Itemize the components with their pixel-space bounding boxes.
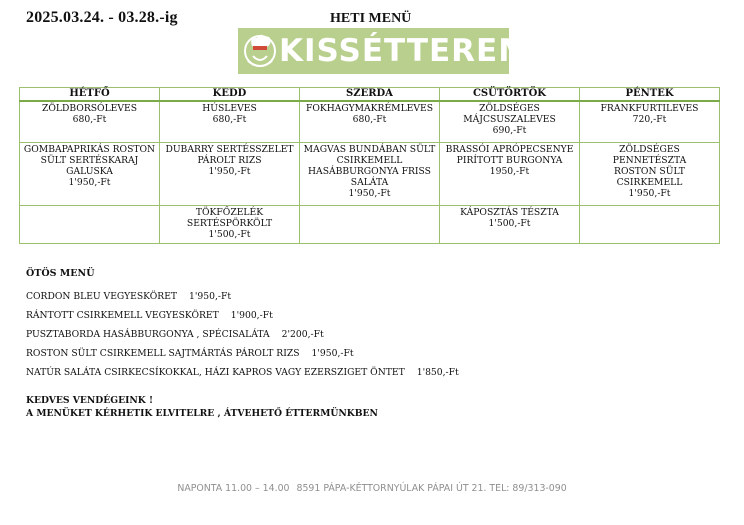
dish-price: 1'950,-Ft [189, 291, 232, 302]
menu-cell [160, 101, 300, 143]
list-item [26, 348, 459, 367]
day-header: KEDD [160, 88, 300, 102]
menu-cell-line: 680,-Ft [72, 114, 107, 125]
menu-cell [20, 143, 160, 205]
menu-cell-line: 690,-Ft [492, 125, 527, 136]
menu-cell [580, 205, 720, 243]
menu-cell-line: 1'950,-Ft [348, 188, 391, 200]
notice [26, 394, 378, 420]
menu-cell [580, 101, 720, 143]
restaurant-logo [238, 28, 531, 74]
menu-cell-line: 1'500,-Ft [488, 217, 531, 229]
otos-menu-list [26, 291, 459, 386]
menu-cell-line: PIRÍTOTT BURGONYA [456, 155, 563, 167]
menu-cell [20, 205, 160, 243]
menu-cell-line: SALÁTA [350, 177, 389, 189]
menu-cell [160, 143, 300, 205]
footer-contact [0, 483, 744, 494]
list-item [26, 329, 459, 348]
chef-hat-icon [238, 28, 282, 74]
menu-row [20, 101, 720, 143]
menu-cell-line: GALUSKA [66, 166, 113, 178]
menu-cell [580, 143, 720, 205]
menu-cell-line: 1'950,-Ft [208, 166, 251, 178]
dish-name: PUSZTABORDA HASÁBBURGONYA , SPÉCISALÁTA [26, 329, 270, 340]
dish-name: CORDON BLEU VEGYESKÖRET [26, 291, 178, 302]
weekly-menu-table [19, 87, 720, 244]
menu-row [20, 205, 720, 243]
menu-cell [440, 143, 580, 205]
date-range: 2025.03.24. - 03.28.-ig [26, 9, 178, 26]
menu-cell [440, 205, 580, 243]
menu-cell [300, 101, 440, 143]
menu-cell-line: 1'500,-Ft [208, 228, 251, 240]
menu-cell-line: ROSTON SÜLT CSIRKEMELL [614, 166, 685, 189]
day-header: HÉTFŐ [20, 88, 160, 102]
address-phone: 8591 PÁPA-KÉTTORNYÚLAK PÁPAI ÚT 21. TEL: 89/313-090 [296, 483, 567, 494]
day-header: CSÜTÖRTÖK [440, 88, 580, 102]
notice-greeting: KEDVES VENDÉGEINK ! [26, 395, 154, 406]
menu-cell [300, 205, 440, 243]
menu-row [20, 143, 720, 205]
menu-cell-line: MÁJCSUSZALEVES [463, 114, 556, 125]
menu-cell [160, 205, 300, 243]
menu-cell-line: BRASSÓI APRÓPECSENYE [445, 144, 574, 156]
otos-menu-title: ÖTÖS MENÜ [26, 268, 95, 279]
menu-cell-line: 1'950,-Ft [68, 177, 111, 189]
menu-cell-line: KÁPOSZTÁS TÉSZTA [460, 206, 559, 218]
dish-name: RÁNTOTT CSIRKEMELL VEGYESKÖRET [26, 310, 219, 321]
menu-cell-line: DUBARRY SERTÉSSZELET [165, 144, 294, 156]
dish-price: 1'850,-Ft [416, 367, 459, 378]
menu-cell-line: HÚSLEVES [202, 103, 257, 114]
menu-cell-line: ZÖLDSÉGES PENNETÉSZTA [612, 144, 687, 167]
notice-takeaway: A MENÜKET KÉRHETIK ELVITELRE , ÁTVEHETŐ ÉTTERMÜNKBEN [26, 408, 378, 419]
menu-cell-line: CSIRKEMELL [336, 155, 403, 167]
page-title: HETI MENÜ [330, 11, 412, 26]
menu-cell-line: 1'950,-Ft [628, 188, 671, 200]
menu-cell-line: FOKHAGYMAKRÉMLEVES [305, 103, 434, 114]
menu-cell-line: MAGVAS BUNDÁBAN SÜLT [303, 144, 436, 156]
opening-hours: NAPONTA 11.00 – 14.00 [177, 483, 290, 494]
menu-cell-line: PÁROLT RIZS [197, 155, 262, 167]
dish-name: ROSTON SÜLT CSIRKEMELL SAJTMÁRTÁS PÁROLT RIZS [26, 348, 300, 359]
menu-cell-line: SERTÉSPÖRKÖLT [186, 217, 273, 229]
menu-cell-line: TÖKFŐZELÉK [195, 206, 264, 218]
menu-cell-line: HASÁBBURGONYA FRISS [308, 166, 431, 178]
dish-price: 1'950,-Ft [311, 348, 354, 359]
menu-cell-line: 1950,-Ft [489, 166, 530, 178]
menu-cell [300, 143, 440, 205]
list-item [26, 310, 459, 329]
menu-cell-line: FRANKFURTILEVES [600, 103, 699, 114]
menu-cell-line: 680,-Ft [352, 114, 387, 125]
dish-price: 2'200,-Ft [281, 329, 324, 340]
day-header: PÉNTEK [580, 88, 720, 102]
list-item [26, 367, 459, 386]
list-item [26, 291, 459, 310]
menu-cell-line: 720,-Ft [632, 114, 667, 125]
menu-cell-line: SÜLT SERTÉSKARAJ [40, 155, 139, 167]
day-header: SZERDA [300, 88, 440, 102]
dish-price: 1'900,-Ft [230, 310, 273, 321]
logo-text: KISSÉTTEREM [279, 33, 531, 69]
menu-cell-line: GOMBAPAPRIKÁS ROSTON [23, 144, 156, 156]
menu-cell [20, 101, 160, 143]
day-header-row [20, 88, 720, 102]
menu-cell-line: 680,-Ft [212, 114, 247, 125]
menu-cell-line: ZÖLDSÉGES [479, 103, 540, 114]
menu-cell-line: ZÖLDBORSÓLEVES [41, 103, 138, 114]
dish-name: NATÚR SALÁTA CSIRKECSÍKOKKAL, HÁZI KAPROS VAGY EZERSZIGET ÖNTET [26, 367, 405, 378]
menu-cell [440, 101, 580, 143]
